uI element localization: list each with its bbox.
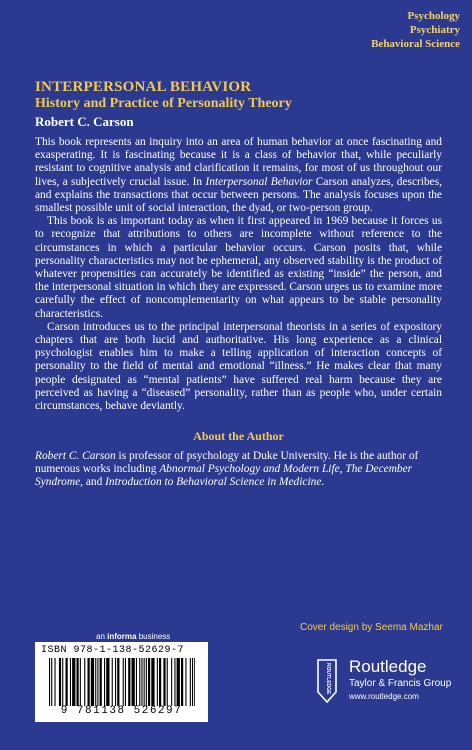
barcode-bar: [80, 658, 81, 706]
barcode-bar: [104, 658, 105, 706]
description-paragraph-3: Carson introduces us to the principal interpersonal theorists in a series of expository chapters that are both lucid and authoritative. His long experience as a clinical psychologist enables him to make a telling application of interaction concepts of personality to the field of mental and emotional “illness.” He makes clear that many people designated as “mental patients” have suffered real harm because they are perceived as having a “diseased” personality, rather than as people who, under certain circumstances, behave deviantly.: [35, 320, 442, 413]
informa-business-label: [96, 632, 170, 641]
barcode-bars: [49, 658, 195, 706]
barcode-bar: [151, 658, 154, 706]
barcode-bar: [192, 658, 193, 706]
barcode-bar: [49, 658, 50, 706]
routledge-logo-icon: [314, 658, 340, 704]
barcode-bar: [163, 658, 165, 706]
isbn-barcode: [35, 642, 208, 722]
barcode-bar: [146, 658, 147, 706]
barcode-bar: [159, 658, 161, 706]
barcode-bar: [91, 658, 94, 706]
ean-digits: 9 781138 526297: [60, 705, 183, 717]
barcode-bar: [167, 658, 168, 706]
informa-prefix: an: [96, 632, 108, 641]
barcode-bar: [77, 658, 79, 706]
publisher-group: Taylor & Francis Group: [349, 678, 452, 689]
barcode-bar: [97, 658, 98, 706]
barcode-bar: [177, 658, 180, 706]
book-author: Robert C. Carson: [35, 114, 134, 129]
description-p1-end: Carson analyzes, describes, and explains the transactions that occur between persons. The analysis focuses upon the smallest possible unit of social interaction, the dyad, or two-person group.: [35, 175, 442, 215]
barcode-bar: [128, 658, 130, 706]
description-p1-start: This book represents an inquiry into an area of human behavior at once fascinating and exasperating. It is fascinating because it is a class of behavior that, while peculiarly resistant to cognitive analysis and clarification it remains, for most of us throughout our lives, a subjectively crucial issue. In: [35, 136, 442, 188]
barcode-bar: [106, 658, 109, 706]
barcode-bar: [171, 658, 172, 706]
barcode-bar: [141, 658, 142, 706]
barcode-bar: [112, 658, 113, 706]
barcode-bar: [117, 658, 119, 706]
informa-suffix: business: [136, 632, 171, 641]
barcode-bar: [95, 658, 96, 706]
bio-text-1: is professor of psychology at Duke University. He is the author of numerous works including: [35, 450, 419, 476]
barcode-bar: [62, 658, 63, 706]
barcode-bar: [181, 658, 183, 706]
barcode-bar: [59, 658, 61, 706]
barcode-bar: [194, 658, 195, 706]
subject-psychology: Psychology: [407, 10, 460, 22]
barcode-bar: [70, 658, 71, 706]
bio-work-last: Introduction to Behavioral Science in Medicine: [105, 476, 322, 489]
barcode-bar: [72, 658, 75, 706]
book-title: INTERPERSONAL BEHAVIOR: [35, 79, 252, 95]
routledge-logo-text: ROUTLEDGE: [325, 663, 331, 695]
barcode-bar: [157, 658, 158, 706]
author-bio: [35, 450, 442, 490]
subject-categories: [371, 9, 460, 51]
description-paragraph-2: This book is as important today as when it first appeared in 1969 because it forces us to recognize that attributions to others are incomplete without reference to the circumstances in which a particular behavior occurs. Carson posits that, while personality characteristics may not be ephemeral, any observed stability is the product of whatever propensities can accurately be identified as existing “inside” the person, and the interpersonal situation in which they are expressed. Carson urges us to examine more carefully the effect of noncomplementarity on what appears to be stable personality characteristics.: [35, 215, 442, 320]
barcode-bar: [139, 658, 140, 706]
barcode-bar: [144, 658, 145, 706]
description-p1-title: Interpersonal Behavior: [205, 175, 313, 188]
informa-brand: informa: [107, 632, 137, 641]
barcode-bar: [132, 658, 135, 706]
bio-author-name: Robert C. Carson: [35, 450, 116, 462]
barcode-bar: [51, 658, 52, 706]
bio-text-2: and: [82, 476, 106, 489]
barcode-bar: [174, 658, 175, 706]
about-author-heading: About the Author: [193, 429, 284, 443]
barcode-bar: [115, 658, 116, 706]
bio-text-3: .: [321, 476, 325, 489]
barcode-bar: [84, 658, 85, 706]
book-description: [35, 136, 442, 413]
barcode-bar: [66, 658, 68, 706]
publisher-url: www.routledge.com: [349, 692, 419, 701]
description-paragraph-1: [35, 136, 442, 215]
cover-design-credit: Cover design by Seema Mazhar: [300, 622, 443, 633]
publisher-name: Routledge: [349, 657, 427, 676]
barcode-bar: [190, 658, 191, 706]
subject-psychiatry: Psychiatry: [409, 24, 460, 36]
barcode-bar: [185, 658, 186, 706]
bio-works: Abnormal Psychology and Modern Life, The December Syndrome,: [35, 463, 413, 489]
isbn-text: ISBN 978-1-138-52629-7: [41, 645, 185, 656]
barcode-bar: [148, 658, 150, 706]
barcode-bar: [125, 658, 126, 706]
book-subtitle: History and Practice of Personality Theory: [35, 96, 292, 111]
subject-behavioral-science: Behavioral Science: [371, 38, 460, 50]
barcode-bar: [88, 658, 90, 706]
barcode-bar: [136, 658, 137, 706]
barcode-bar: [100, 658, 102, 706]
barcode-bar: [55, 658, 56, 706]
barcode-bar: [123, 658, 124, 706]
